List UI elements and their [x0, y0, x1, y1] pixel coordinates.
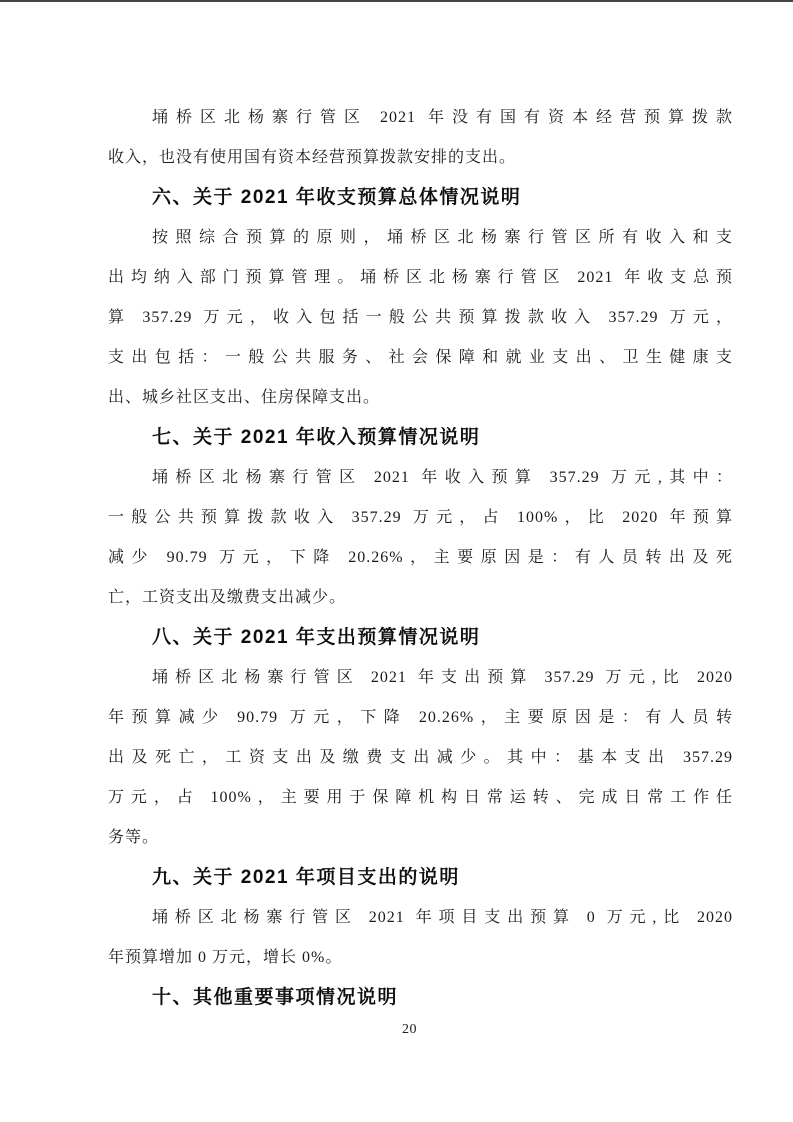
paragraph-line: 出及死亡，工资支出及缴费支出减少。其中：基本支出 357.29 [108, 749, 733, 766]
paragraph-line: 按照综合预算的原则，埇桥区北杨寨行管区所有收入和支 [152, 229, 733, 246]
section-heading-9: 九、关于 2021 年项目支出的说明 [152, 867, 460, 888]
section-heading-8: 八、关于 2021 年支出预算情况说明 [152, 627, 481, 648]
paragraph-line: 出、城乡社区支出、住房保障支出。 [108, 389, 381, 406]
scan-edge-line [0, 0, 793, 2]
paragraph-line: 万元，占 100%，主要用于保障机构日常运转、完成日常工作任 [108, 789, 733, 806]
section-heading-7: 七、关于 2021 年收入预算情况说明 [152, 427, 481, 448]
paragraph-line: 年预算增加 0 万元，增长 0%。 [108, 949, 343, 966]
section-heading-6: 六、关于 2021 年收支预算总体情况说明 [152, 187, 522, 208]
paragraph-line: 埇桥区北杨寨行管区 2021 年支出预算 357.29 万元,比 2020 [152, 669, 733, 686]
paragraph-line: 收入，也没有使用国有资本经营预算拨款安排的支出。 [108, 149, 517, 166]
paragraph-line: 埇桥区北杨寨行管区 2021 年项目支出预算 0 万元,比 2020 [152, 909, 733, 926]
paragraph-line: 算 357.29 万元，收入包括一般公共预算拨款收入 357.29 万元， [108, 309, 733, 326]
paragraph-line: 亡，工资支出及缴费支出减少。 [108, 589, 347, 606]
paragraph-line: 务等。 [108, 829, 160, 846]
section-heading-10: 十、其他重要事项情况说明 [152, 987, 399, 1008]
paragraph-line: 年预算减少 90.79 万元，下降 20.26%，主要原因是：有人员转 [108, 709, 733, 726]
paragraph-line: 减少 90.79 万元，下降 20.26%，主要原因是：有人员转出及死 [108, 549, 733, 566]
paragraph-line: 埇桥区北杨寨行管区 2021 年收入预算 357.29 万元,其中： [152, 469, 733, 486]
paragraph-line: 埇桥区北杨寨行管区 2021 年没有国有资本经营预算拨款 [152, 109, 733, 126]
paragraph-line: 出均纳入部门预算管理。埇桥区北杨寨行管区 2021 年收支总预 [108, 269, 733, 286]
page-number: 20 [402, 1022, 417, 1037]
document-text-block [108, 98, 733, 1018]
paragraph-line: 一般公共预算拨款收入 357.29 万元，占 100%，比 2020 年预算 [108, 509, 733, 526]
paragraph-line: 支出包括：一般公共服务、社会保障和就业支出、卫生健康支 [108, 349, 733, 366]
